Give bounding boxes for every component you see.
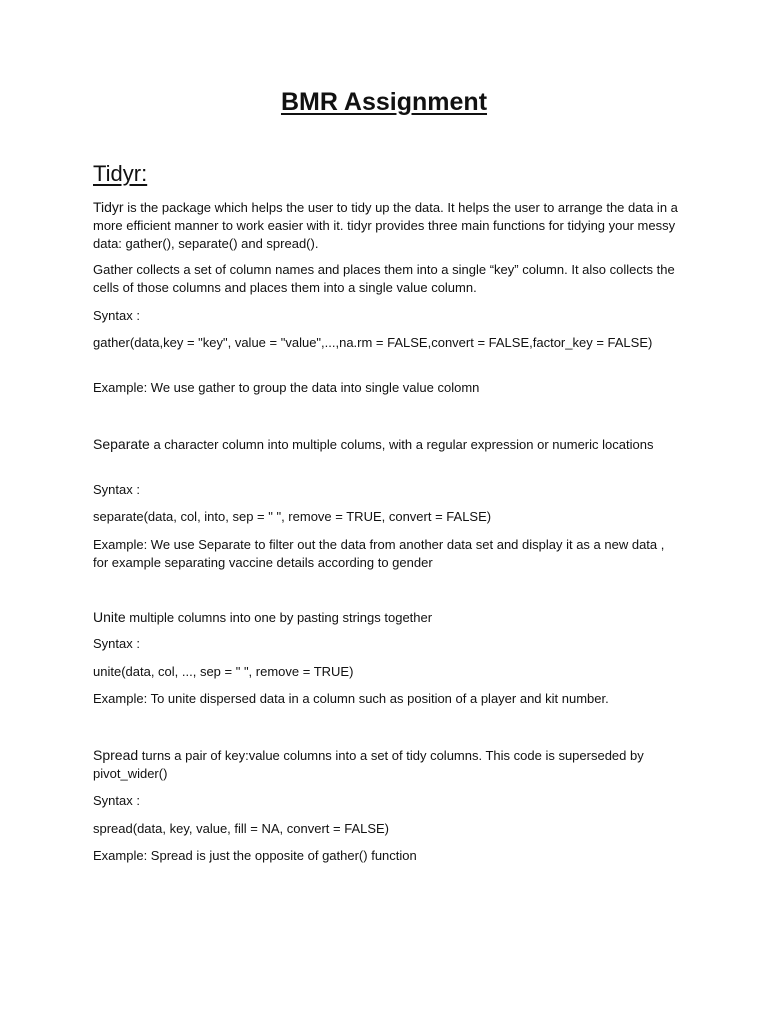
separate-text: a character column into multiple colums, with a regular expression or numeric locations bbox=[149, 437, 654, 452]
intro-lead: Tidyr bbox=[93, 199, 124, 215]
document-title bbox=[0, 88, 768, 117]
intro-text: is the package which helps the user to tidy up the data. It helps the user to arrange the data in a more efficient manner to work easier with it. tidyr provides three main functions for tidying your messy data: gather(), separate() and spread(). bbox=[93, 200, 678, 251]
gather-description: Gather collects a set of column names and places them into a single “key” column. It also collects the cells of those columns and places them into a single value column. bbox=[93, 262, 675, 295]
spread-lead: Spread bbox=[93, 747, 139, 763]
separate-syntax: separate(data, col, into, sep = " ", remove = TRUE, convert = FALSE) bbox=[93, 509, 492, 524]
spread-text: turns a pair of key:value columns into a set of tidy columns. This code is superseded by pivot_wider() bbox=[93, 748, 644, 781]
gather-example: Example: We use gather to group the data into single value colomn bbox=[93, 380, 480, 395]
unite-syntax: unite(data, col, ..., sep = " ", remove = TRUE) bbox=[93, 664, 354, 679]
unite-syntax-label: Syntax : bbox=[93, 636, 140, 651]
unite-text: multiple columns into one by pasting strings together bbox=[125, 610, 433, 625]
gather-syntax: gather(data,key = "key", value = "value",...,na.rm = FALSE,convert = FALSE,factor_key = FALSE) bbox=[93, 335, 653, 350]
section-heading: Tidyr: bbox=[93, 161, 148, 186]
document-title-text: BMR Assignment bbox=[280, 88, 488, 116]
spread-paragraph bbox=[93, 746, 683, 783]
unite-lead: Unite bbox=[93, 609, 126, 625]
intro-paragraph bbox=[93, 198, 683, 253]
spread-example: Example: Spread is just the opposite of gather() function bbox=[93, 848, 417, 863]
separate-lead: Separate bbox=[93, 436, 150, 452]
unite-example: Example: To unite dispersed data in a column such as position of a player and kit number. bbox=[93, 691, 609, 706]
separate-paragraph bbox=[93, 435, 683, 454]
spread-syntax-label: Syntax : bbox=[93, 793, 140, 808]
unite-paragraph bbox=[93, 608, 683, 627]
separate-syntax-label: Syntax : bbox=[93, 482, 140, 497]
separate-example: Example: We use Separate to filter out the data from another data set and display it as a new data , for example separating vaccine details according to gender bbox=[93, 537, 665, 570]
gather-syntax-label: Syntax : bbox=[93, 308, 140, 323]
spread-syntax: spread(data, key, value, fill = NA, convert = FALSE) bbox=[93, 821, 390, 836]
